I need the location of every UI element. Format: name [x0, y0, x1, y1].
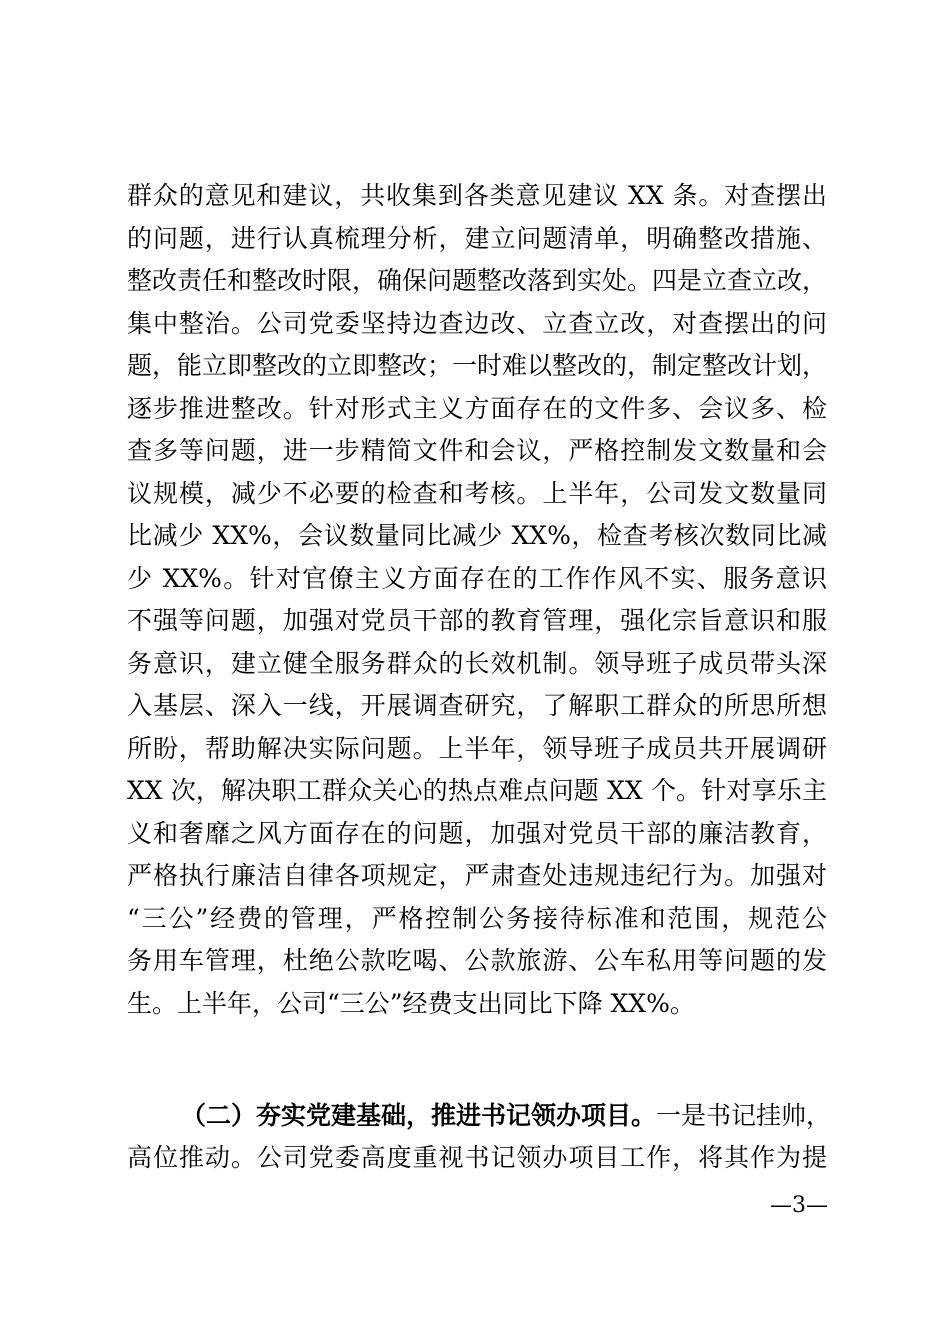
text-line: 生。上半年，公司“三公”经费支出同比下降 XX%。	[127, 988, 695, 1018]
text-line: 不强等问题，加强对党员干部的教育管理，强化宗旨意识和服	[127, 606, 827, 635]
text-line: XX 次，解决职工群众关心的热点难点问题 XX 个。针对享乐主	[127, 776, 827, 805]
text-line: 入基层、深入一线，开展调查研究，了解职工群众的所思所想	[127, 691, 827, 720]
text-line: 议规模，减少不必要的检查和考核。上半年，公司发文数量同	[127, 478, 827, 508]
text-line: 比减少 XX%，会议数量同比减少 XX%，检查考核次数同比减	[127, 521, 827, 550]
section-heading-line	[127, 1095, 832, 1138]
text-line: 所盼，帮助解决实际问题。上半年，领导班子成员共开展调研	[127, 733, 827, 763]
text-line: 务用车管理，杜绝公款吃喝、公款旅游、公车私用等问题的发	[127, 946, 827, 975]
page-number: —3—	[770, 1193, 828, 1218]
section-heading-rest: 一是书记挂帅，	[656, 1101, 832, 1130]
text-line: 集中整治。公司党委坚持边查边改、立查立改，对查摆出的问	[127, 308, 827, 338]
body-paragraph	[127, 175, 827, 1025]
text-line: 义和奢靡之风方面存在的问题，加强对党员干部的廉洁教育，	[127, 818, 827, 848]
section-heading: （二）夯实党建基础，推进书记领办项目。	[181, 1101, 657, 1130]
text-line: 查多等问题，进一步精简文件和会议，严格控制发文数量和会	[127, 436, 827, 465]
text-line: 高位推动。公司党委高度重视书记领办项目工作，将其作为提	[127, 1143, 827, 1172]
text-line: “三公”经费的管理，严格控制公务接待标准和范围，规范公	[127, 903, 827, 933]
text-line: 群众的意见和建议，共收集到各类意见建议 XX 条。对查摆出	[127, 181, 827, 210]
text-line: 务意识，建立健全服务群众的长效机制。领导班子成员带头深	[127, 648, 827, 678]
text-line: 整改责任和整改时限，确保问题整改落到实处。四是立查立改，	[127, 266, 828, 295]
text-line: 严格执行廉洁自律各项规定，严肃查处违规违纪行为。加强对	[127, 861, 827, 890]
text-line: 逐步推进整改。针对形式主义方面存在的文件多、会议多、检	[127, 393, 827, 423]
text-line: 的问题，进行认真梳理分析，建立问题清单，明确整改措施、	[127, 223, 827, 253]
text-line: 少 XX%。针对官僚主义方面存在的工作作风不实、服务意识	[127, 563, 827, 593]
text-line: 题，能立即整改的立即整改；一时难以整改的，制定整改计划，	[127, 351, 828, 380]
